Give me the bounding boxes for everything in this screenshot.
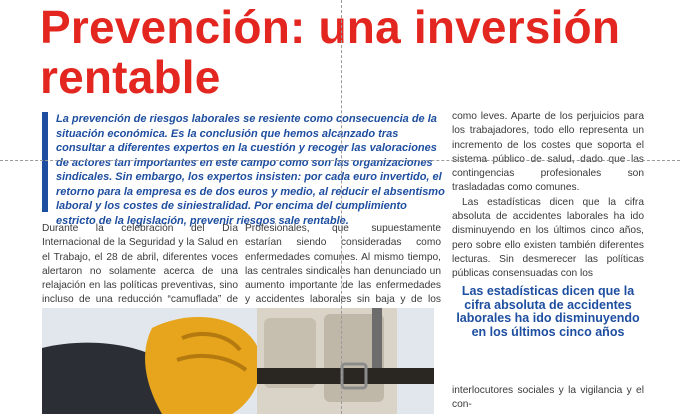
article-lede: La prevención de riesgos laborales se resiente como consecuencia de la situación económica. Es la conclusión que hemos alcanzado tras consultar a diferentes expertos en la cuestión y recoger las valoraciones de actores tan importantes en este campo como son las organizaciones sindicales. Sin embargo, los expertos insisten: por cada euro invertido, el retorno para la empresa es de dos euros y medio, al reducir el absentismo laboral y los costes de siniestralidad. Por encima del cumplimiento estricto de la legislación, prevenir riesgos sale rentable. bbox=[56, 113, 445, 227]
body-paragraph: Las estadísticas dicen que la cifra absoluta de accidentes laborales ha ido disminuyendo en los últimos cinco años, pero sobre ello existen también diferentes lecturas. Sin desmerecer las políticas públicas consensuadas con los bbox=[452, 196, 644, 280]
body-paragraph: como leves. Aparte de los perjuicios para los trabajadores, todo ello representa un incremento de los costes que soporta el sistema público de salud, dado que las contingencias profesionales son trasladadas como comunes. bbox=[452, 111, 644, 194]
layout-guide-horizontal bbox=[0, 160, 680, 161]
pull-quote: Las estadísticas dicen que la cifra absoluta de accidentes laborales ha ido disminuyendo en los últimos cinco años bbox=[456, 284, 640, 339]
body-paragraph: interlocutores sociales y la vigilancia y el con- bbox=[452, 385, 644, 411]
layout-guide-vertical bbox=[341, 0, 342, 414]
body-column-3 bbox=[452, 110, 644, 282]
belt-strap bbox=[257, 368, 434, 384]
body-paragraph: Durante la celebración del Día Internacional de la Seguridad y la Salud en el Trabajo, el 28 de abril, diferentes voces alertaron no solamente acerca de una relajación en las políticas preventivas, sino incluso de una reducción “camuflada” de bbox=[42, 223, 238, 306]
yellow-glove bbox=[145, 317, 261, 414]
worker-photo-illustration bbox=[42, 308, 434, 414]
body-column-3-continued bbox=[452, 384, 644, 413]
article-headline: Prevención: una inversión rentable bbox=[40, 1, 621, 103]
lede-accent-bar bbox=[42, 112, 48, 212]
article-photo bbox=[42, 308, 434, 414]
tool-handle bbox=[372, 308, 382, 368]
body-paragraph: Profesionales, que supuestamente estarían siendo consideradas como enfermedades comunes. Al mismo tiempo, las centrales sindicales han denunciado un aumento importante de las enfermedades y accidentes laborales sin baja y de los bbox=[245, 223, 441, 306]
